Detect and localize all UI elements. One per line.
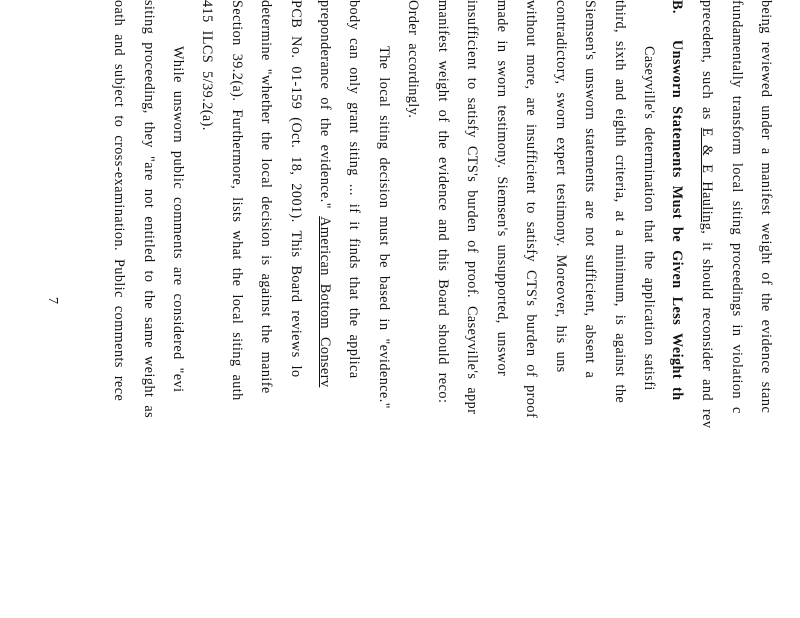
text-line: Section 39.2(a). Furthermore, lists what the local siting auth [229, 0, 245, 401]
text-line: oath and subject to cross-examination. Public comments rece [111, 0, 127, 402]
text-line: insufficient to satisfy CTS's burden of proof. Caseyville's appr [464, 0, 480, 415]
text-line: being reviewed under a manifest weight of the evidence stanc [758, 0, 774, 414]
text-line: Siemsen's unsworn statements are not sufficient, absent a [582, 0, 598, 379]
text-line: preponderance of the evidence." American Bottom Conserv [317, 0, 333, 388]
text-line: 415 ILCS 5/39.2(a). [199, 0, 215, 131]
text-line: Caseyville's determination that the application satisfi [641, 46, 657, 391]
text-line: contradictory, sworn expert testimony. Moreover, his uns [553, 0, 569, 373]
text-line: siting proceeding, they "are not entitled to the same weight as [141, 0, 157, 419]
text-line: made in sworn testimony. Siemsen's unsupported, unswor [494, 0, 510, 377]
text-line: PCB No. 01-159 (Oct. 18, 2001). This Board reviews lo [288, 0, 304, 378]
text-line: without more, are insufficient to satisfy CTS's burden of proof [523, 0, 539, 419]
text-line: manifest weight of the evidence and this Board should reco: [435, 0, 451, 404]
section-title: Unsworn Statements Must be Given Less Weight th [669, 39, 685, 401]
text-line: body can only grant siting ... if it finds that the applica [346, 0, 362, 379]
text-line: Order accordingly. [405, 0, 421, 119]
page-number: 7 [45, 297, 60, 304]
section-heading [668, 0, 685, 401]
text-line: While unsworn public comments are considered "evi [170, 46, 186, 393]
case-citation: American Bottom Conserv [317, 216, 333, 388]
text-line: precedent, such as E & E Hauling, it should reconsider and rev [699, 0, 715, 429]
text-line: The local siting decision must be based in "evidence." [376, 46, 392, 409]
text-line: third, sixth and eighth criteria, at a minimum, is against the [612, 0, 628, 404]
text-line: determine "whether the local decision is against the manife [258, 0, 274, 394]
section-letter: B. [669, 0, 685, 14]
text-line: fundamentally transform local siting proceedings in violation c [729, 0, 745, 414]
case-citation: E & E Hauling [699, 127, 715, 231]
